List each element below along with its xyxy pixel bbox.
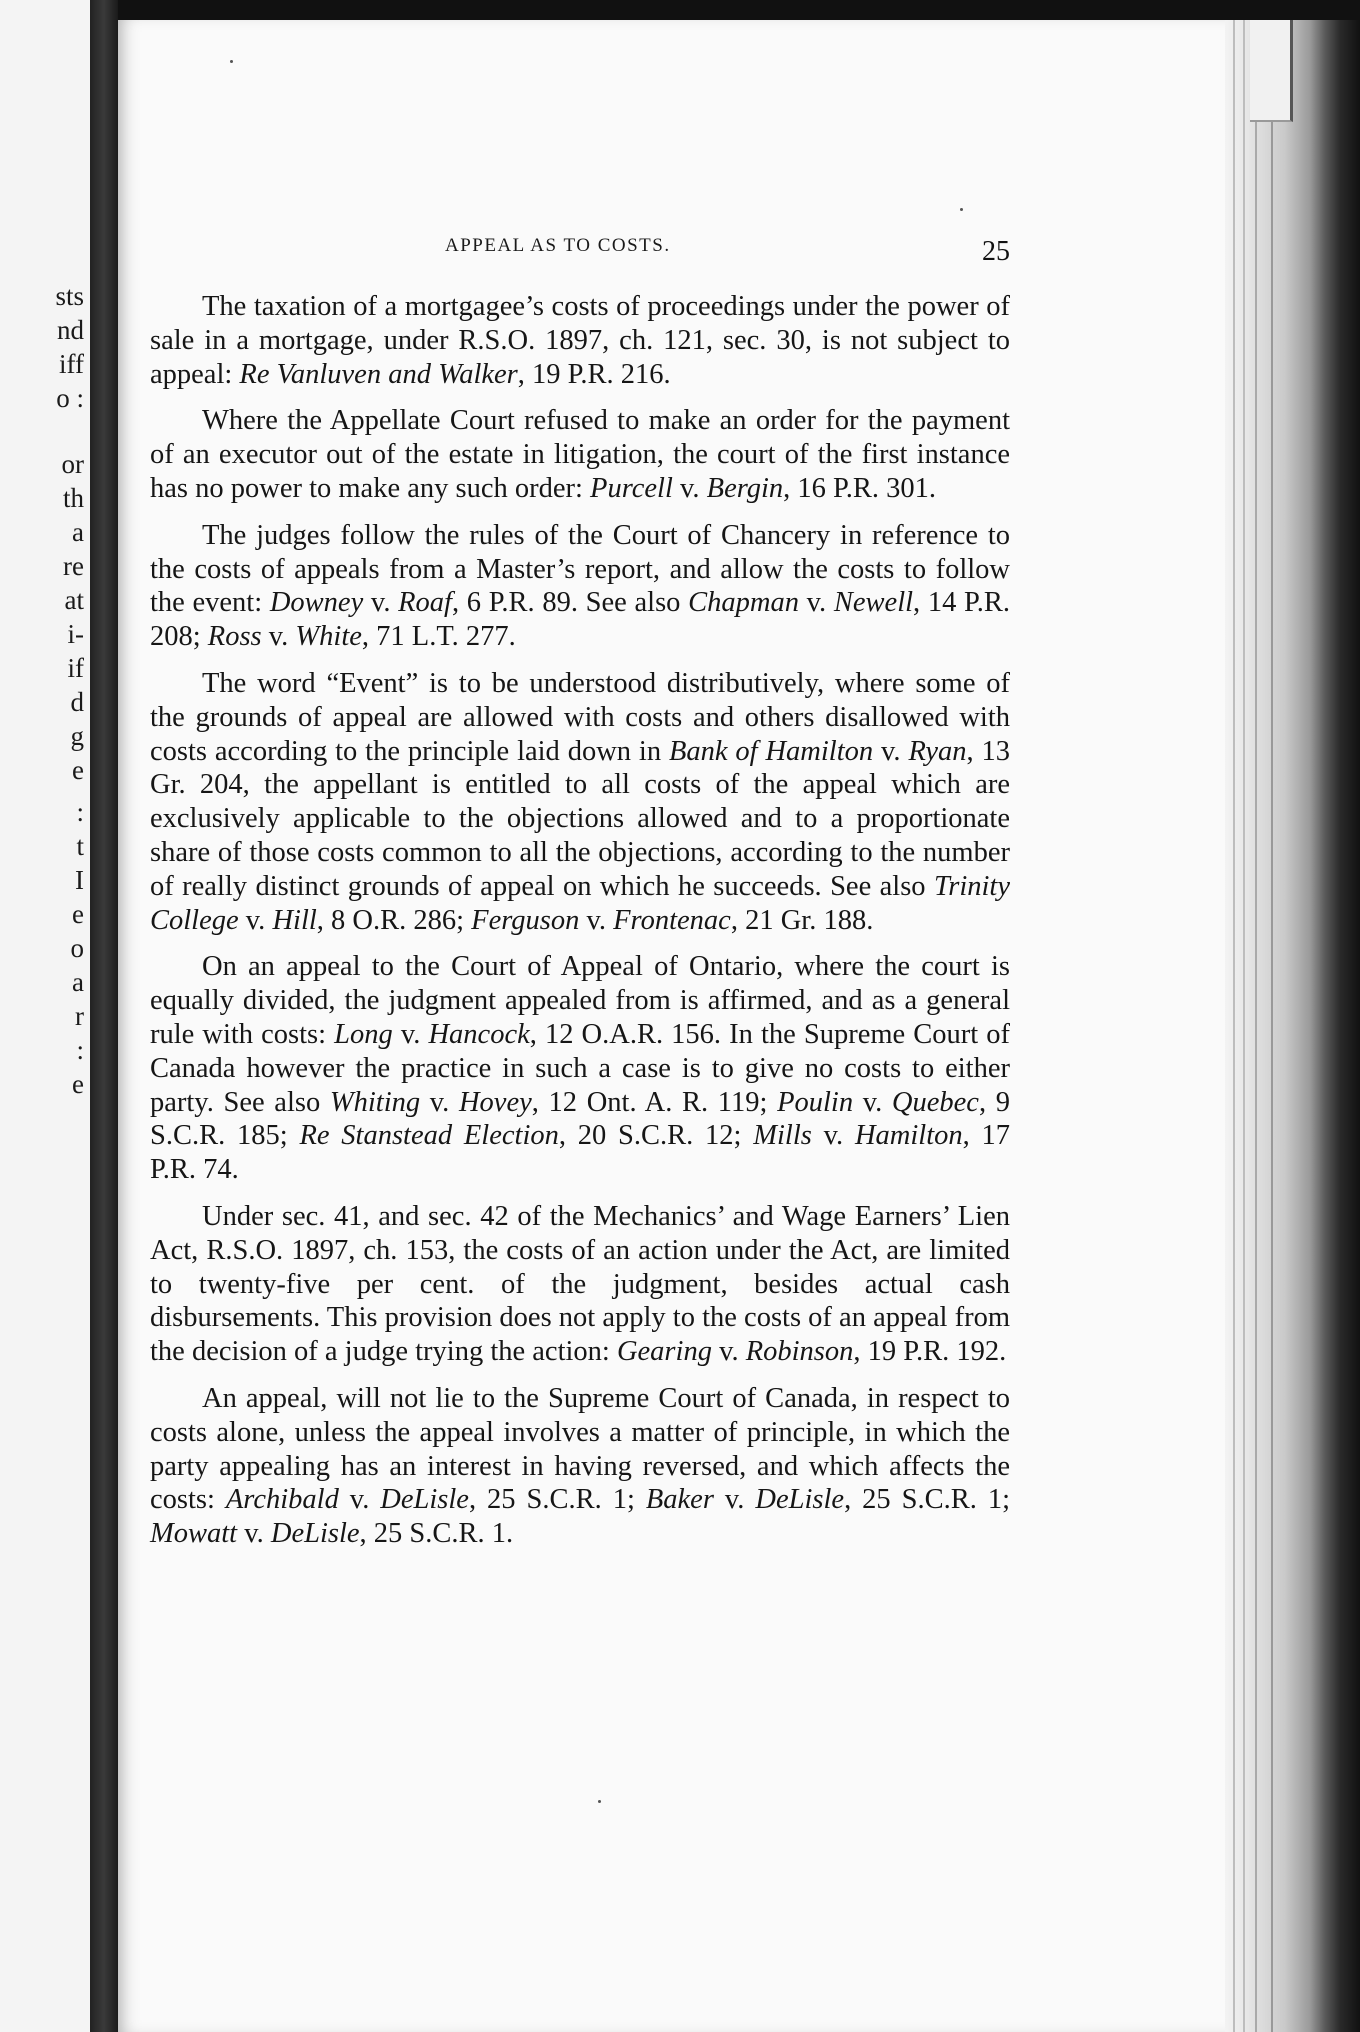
left-page-fragment: d bbox=[70, 687, 84, 717]
case-name: Frontenac bbox=[613, 904, 731, 936]
case-name: Long bbox=[334, 1018, 393, 1050]
text-run: , 13 Gr. 204, the appellant is entitled to all costs of the appeal which are exclusively applicable to the objections allowed and to a proportionate share of those costs common to all the objections, according to the number of really distinct grounds of appeal on which he succeeds. See also bbox=[150, 735, 1010, 902]
left-page-fragment: nd bbox=[57, 315, 84, 345]
text-run: v. bbox=[873, 735, 909, 767]
case-name: Bank of Hamilton bbox=[668, 735, 874, 767]
case-name: Ferguson bbox=[471, 904, 580, 936]
left-page-fragment: or bbox=[61, 449, 84, 479]
case-name: Downey bbox=[269, 587, 364, 619]
left-page-fragment: i- bbox=[67, 619, 84, 649]
text-run: An appeal, will not lie to the Supreme Court of Canada, in respect to costs alone, unless the appeal involves a matter of principle, in which the party appealing has an interest in having reversed, and which affects the costs: bbox=[150, 1382, 1010, 1516]
page-stack-edges bbox=[1225, 20, 1360, 2032]
left-page-fragment: t bbox=[76, 831, 84, 861]
text-run: v. bbox=[672, 472, 707, 504]
text-run: , 20 S.C.R. 12; bbox=[558, 1120, 754, 1152]
text-run: , 19 P.R. 216. bbox=[517, 358, 671, 390]
text-run: v. bbox=[338, 1484, 381, 1516]
left-page-fragment: e bbox=[72, 899, 84, 929]
case-name: Poulin bbox=[777, 1086, 854, 1118]
text-run: v. bbox=[579, 904, 614, 936]
case-name: Bergin bbox=[706, 472, 784, 504]
text-run: , 12 O.A.R. 156. In the Supreme Court of Canada however the practice in such a case is to give no costs to either party. See also bbox=[150, 1018, 1010, 1118]
paragraph bbox=[150, 404, 1010, 505]
left-page-fragment: a bbox=[72, 967, 84, 997]
left-page-fragment: : bbox=[76, 1035, 84, 1065]
speck bbox=[960, 208, 963, 211]
text-run: v. bbox=[261, 621, 296, 653]
case-name: Hovey bbox=[458, 1086, 532, 1118]
text-run: The taxation of a mortgagee’s costs of proceedings under the power of sale in a mortgage, under R.S.O. 1897, ch. 121, sec. 30, is not subject to appeal: bbox=[150, 291, 1010, 390]
text-run: The judges follow the rules of the Court of Chancery in reference to the costs of appeals from a Master’s report, and allow the costs to follow the event: bbox=[150, 519, 1010, 619]
case-name: Ross bbox=[207, 621, 262, 653]
paragraph bbox=[150, 290, 1010, 391]
text-run: , 21 Gr. 188. bbox=[730, 904, 874, 936]
text-run: , 19 P.R. 192. bbox=[853, 1336, 1007, 1368]
page-number: 25 bbox=[982, 236, 1010, 267]
text-run: , 25 S.C.R. 1; bbox=[844, 1484, 1011, 1516]
left-page-fragment: e bbox=[72, 755, 84, 785]
case-name: Baker bbox=[645, 1484, 714, 1516]
paragraph bbox=[150, 950, 1010, 1187]
text-run: v. bbox=[420, 1086, 459, 1118]
running-head: APPEAL AS TO COSTS. bbox=[445, 235, 671, 256]
paragraph bbox=[150, 667, 1010, 937]
text-run: v. bbox=[363, 587, 399, 619]
case-name: Hamilton bbox=[854, 1120, 963, 1152]
left-page-fragment: a bbox=[72, 517, 84, 547]
text-run: v. bbox=[711, 1336, 746, 1368]
speck bbox=[230, 60, 233, 63]
text-run: v. bbox=[811, 1120, 855, 1152]
case-name: Roaf bbox=[398, 587, 452, 619]
text-run: , 14 P.R. 208; bbox=[150, 587, 1010, 653]
case-name: Mowatt bbox=[150, 1518, 238, 1550]
paragraph bbox=[150, 519, 1010, 654]
left-page-fragment: I bbox=[75, 865, 84, 895]
text-run: Where the Appellate Court refused to make an order for the payment of an executor out of the estate in litigation, the court of the first instance has no power to make any such order: bbox=[150, 405, 1010, 504]
case-name: Mills bbox=[753, 1120, 812, 1152]
text-run: , 12 Ont. A. R. 119; bbox=[531, 1086, 778, 1118]
case-name: Gearing bbox=[616, 1336, 712, 1368]
text-run: , 71 L.T. 277. bbox=[361, 621, 516, 653]
case-name: Whiting bbox=[329, 1086, 421, 1118]
text-run: , 8 O.R. 286; bbox=[316, 904, 472, 936]
left-page-fragment: o bbox=[70, 933, 84, 963]
text-run: , 16 P.R. 301. bbox=[783, 472, 936, 504]
paragraph bbox=[150, 1200, 1010, 1369]
case-name: Robinson bbox=[745, 1336, 854, 1368]
case-name: DeLisle bbox=[270, 1518, 360, 1550]
text-run: , 6 P.R. 89. See also bbox=[451, 587, 689, 619]
text-run: v. bbox=[798, 587, 834, 619]
case-name: Re Vanluven and Walker bbox=[239, 358, 518, 390]
text-run: On an appeal to the Court of Appeal of Ontario, where the court is equally divided, the judgment appealed from is affirmed, and as a general rule with costs: bbox=[150, 951, 1010, 1050]
text-run: The word “Event” is to be understood distributively, where some of the grounds of appeal are allowed with costs and others disallowed with costs according to the principle laid down in bbox=[150, 667, 1010, 767]
case-name: White bbox=[295, 621, 362, 653]
left-page-fragment: th bbox=[62, 483, 84, 513]
case-name: Re Stanstead Election bbox=[299, 1120, 559, 1152]
case-name: Newell bbox=[833, 587, 914, 619]
left-page-fragment: e bbox=[72, 1069, 84, 1099]
page-corner-fold bbox=[1250, 20, 1293, 122]
case-name: Archibald bbox=[225, 1484, 339, 1516]
text-run: Under sec. 41, and sec. 42 of the Mechanics’ and Wage Earners’ Lien Act, R.S.O. 1897, ch. 153, the costs of an action under the Act, are limited to twenty-five per cent. of the judgment, besides actual cash disbursements. This provision does not apply to the costs of an appeal from the decision of a judge trying the action: bbox=[150, 1200, 1010, 1368]
case-name: Hill bbox=[272, 904, 317, 936]
left-page-fragment: o : bbox=[56, 383, 84, 413]
speck bbox=[598, 1800, 601, 1803]
text-run: v. bbox=[238, 904, 273, 936]
left-page-fragment: iff bbox=[59, 349, 84, 379]
text-run: v. bbox=[392, 1018, 429, 1050]
text-run: , 17 P.R. 74. bbox=[150, 1120, 1011, 1186]
paragraph bbox=[150, 1382, 1010, 1551]
text-run: , 25 S.C.R. 1; bbox=[468, 1484, 646, 1516]
left-page-fragment: r bbox=[75, 1001, 84, 1031]
left-page-fragment: : bbox=[76, 797, 84, 827]
left-page-fragment: at bbox=[64, 585, 84, 615]
left-page-fragment: re bbox=[63, 551, 84, 581]
book-gutter bbox=[90, 0, 118, 2032]
case-name: DeLisle bbox=[755, 1484, 845, 1516]
text-run: , 25 S.C.R. 1. bbox=[359, 1518, 514, 1550]
text-run: v. bbox=[853, 1086, 892, 1118]
left-page-fragment: sts bbox=[55, 281, 84, 311]
text-run: v. bbox=[713, 1484, 756, 1516]
case-name: Quebec bbox=[891, 1086, 979, 1118]
case-name: Ryan bbox=[908, 735, 967, 767]
case-name: Trinity College bbox=[150, 870, 1010, 936]
facing-page-edge bbox=[0, 0, 90, 2032]
text-run: , 9 S.C.R. 185; bbox=[150, 1086, 1010, 1152]
text-run: v. bbox=[237, 1518, 271, 1550]
body-text bbox=[150, 290, 1010, 1564]
case-name: Hancock bbox=[428, 1018, 530, 1050]
case-name: DeLisle bbox=[380, 1484, 469, 1516]
left-page-fragment: if bbox=[67, 653, 84, 683]
case-name: Chapman bbox=[688, 587, 799, 619]
case-name: Purcell bbox=[590, 472, 673, 504]
left-page-fragment: g bbox=[70, 721, 84, 751]
